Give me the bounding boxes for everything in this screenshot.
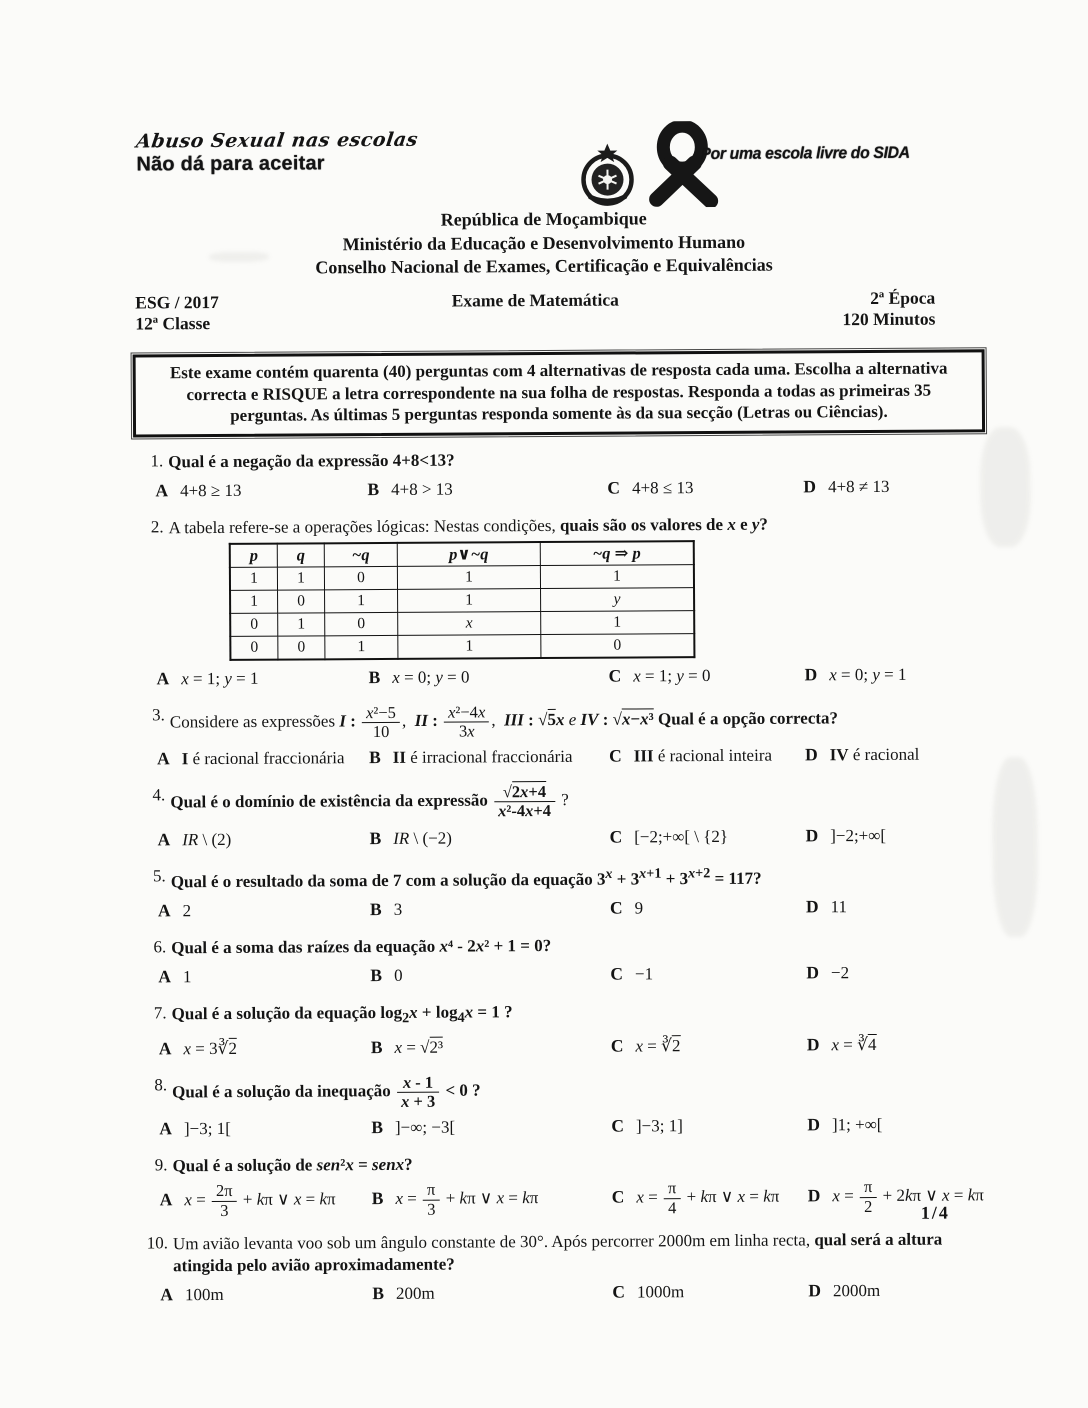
header-zone xyxy=(0,0,1088,348)
option-A xyxy=(155,477,367,503)
question xyxy=(136,933,988,990)
question xyxy=(133,446,985,503)
logic-table-cell: 1 xyxy=(325,589,398,612)
header-ministry: Ministério da Educação e Desenvolvimento Humano xyxy=(342,231,746,254)
question-options xyxy=(160,1277,990,1307)
option-letter: A xyxy=(157,900,171,921)
logic-table-cell: 0 xyxy=(278,589,325,612)
option-letter: B xyxy=(367,478,380,499)
question-number: 9. xyxy=(154,1155,168,1175)
option-letter: C xyxy=(609,897,623,919)
option-text: x = $\frac{2\pi}{3}$ + kπ ∨ x = kπ xyxy=(184,1181,336,1220)
option-text: IR \ (2) xyxy=(182,829,232,849)
logic-table-cell: 0 xyxy=(541,633,695,657)
question-options xyxy=(157,822,987,852)
option-C xyxy=(611,1032,807,1058)
option-B xyxy=(371,1033,611,1059)
question-stem: Qual é a solução de sen²x = senx? xyxy=(172,1155,413,1176)
question-line xyxy=(136,933,988,960)
question-options xyxy=(157,741,987,771)
question-stem: Qual é a soma das raízes da equação x⁴ - 2x² + 1 = 0? xyxy=(171,936,552,958)
option-letter: C xyxy=(607,477,621,498)
question-options xyxy=(155,473,985,503)
option-letter: A xyxy=(155,479,169,500)
option-D xyxy=(805,822,987,848)
logic-table-row xyxy=(230,587,694,613)
option-A xyxy=(160,1281,372,1307)
question xyxy=(138,1228,990,1307)
option-text: IV é racional xyxy=(829,744,920,765)
option-letter: D xyxy=(806,962,820,983)
logic-table-cell: 1 xyxy=(541,610,695,634)
question-number: 5. xyxy=(152,866,166,886)
option-C xyxy=(611,1113,807,1139)
slogan-text: Por uma escola livre do SIDA xyxy=(700,143,910,164)
question-number: 7. xyxy=(153,1003,167,1023)
question-options xyxy=(159,1031,989,1061)
option-text: ]1; +∞[ xyxy=(831,1115,883,1135)
logic-table-header: q xyxy=(277,543,324,567)
logic-table-header: ~q ⇒ p xyxy=(540,541,694,565)
option-text: 4+8 ≠ 13 xyxy=(827,476,890,496)
logic-table-cell: 1 xyxy=(230,567,278,590)
option-letter: B xyxy=(368,747,381,768)
option-text: x = 0; y = 1 xyxy=(829,664,907,684)
option-B xyxy=(368,663,608,689)
question-stem: Qual é a solução da equação $\log_2x + \log_4x = 1$ ? xyxy=(171,1002,513,1027)
option-text: ]−3; 1] xyxy=(635,1116,683,1136)
logic-table-cell: 0 xyxy=(230,613,278,636)
logic-table-cell: 1 xyxy=(230,590,278,613)
question-number: 3. xyxy=(151,704,165,724)
question-stem: Um avião levanta voo sob um ângulo constante de 30°. Após percorrer 2000m em linha recta, qual será a altura atingida pelo avião aproximadamente? xyxy=(172,1229,943,1276)
campaign-script-line: Abuso Sexual nas escolas xyxy=(134,128,420,153)
option-D xyxy=(805,741,987,767)
logic-table-cell: 0 xyxy=(278,635,325,659)
campaign-block xyxy=(136,129,418,177)
option-letter: B xyxy=(371,1117,384,1138)
option-text: x = 1; y = 0 xyxy=(633,665,711,685)
exam-title: Exame de Matemática xyxy=(451,289,619,311)
logic-table-header: p∨~q xyxy=(397,542,540,566)
option-letter: D xyxy=(804,663,818,684)
option-letter: D xyxy=(807,1184,821,1206)
option-letter: B xyxy=(369,827,382,848)
option-letter: D xyxy=(808,1280,822,1301)
question-options xyxy=(158,894,988,924)
option-text: 0 xyxy=(394,966,403,986)
option-text: 4+8 > 13 xyxy=(391,479,453,499)
option-C xyxy=(607,474,803,500)
question-line xyxy=(134,512,986,539)
page-number: 1/4 xyxy=(920,1202,950,1223)
option-D xyxy=(804,661,986,687)
option-B xyxy=(370,962,610,988)
option-D xyxy=(806,894,988,920)
question xyxy=(136,861,988,924)
exam-program: ESG / 2017 xyxy=(135,291,219,313)
question-stem: Qual é o resultado da soma de 7 com a solução da equação $3^x + 3^{x+1} + 3^{x+2} = 117$? xyxy=(170,865,762,892)
option-letter: C xyxy=(608,665,622,686)
option-text: 2 xyxy=(182,901,192,921)
question-stem: Qual é a solução da inequação $\frac{x - 1}{x + 3}$ < 0 ? xyxy=(172,1072,481,1111)
option-B xyxy=(367,475,607,501)
question-number: 4. xyxy=(152,785,166,805)
option-letter: A xyxy=(159,1188,173,1210)
option-text: x = 3∛2 xyxy=(183,1038,237,1059)
option-letter: A xyxy=(160,1284,174,1305)
government-header xyxy=(119,205,969,281)
option-A xyxy=(157,826,369,852)
option-letter: B xyxy=(371,1187,384,1208)
option-text: x = √2³ xyxy=(394,1037,444,1057)
logic-table-row xyxy=(230,564,694,590)
option-A xyxy=(158,897,370,923)
exam-grade: 12ª Classe xyxy=(135,313,211,334)
question xyxy=(135,780,987,852)
option-text: IR \ (−2) xyxy=(393,828,452,848)
option-text: x = ∛2 xyxy=(635,1035,681,1056)
option-A xyxy=(157,745,369,771)
instruction-box: Este exame contém quarenta (40) perguntas com 4 alternativas de resposta cada uma. Escolha a alternativa correcta e RISQUE a letra correspondente na sua folha de respostas. Responda a todas as primeiras 35 perguntas. As últimas 5 perguntas responda somente às da sua secção (Letras ou Ciências). xyxy=(133,349,985,437)
option-text: 100m xyxy=(184,1285,224,1305)
logic-table xyxy=(229,540,696,661)
option-text: 1000m xyxy=(636,1282,685,1302)
logic-table-header: ~q xyxy=(324,542,397,566)
scan-smudge xyxy=(992,757,1038,937)
question-options xyxy=(158,960,988,990)
logic-table-cell: 0 xyxy=(324,566,397,589)
question-number: 2. xyxy=(150,516,164,536)
logic-table-cell: 1 xyxy=(278,612,325,635)
question-line xyxy=(137,1151,989,1178)
option-letter: D xyxy=(807,1114,820,1135)
option-C xyxy=(608,662,804,688)
option-letter: B xyxy=(368,666,381,687)
option-text: [−2;+∞[ \ {2} xyxy=(634,826,729,847)
question-line xyxy=(136,861,988,894)
option-letter: C xyxy=(611,1186,625,1207)
option-letter: B xyxy=(372,1283,385,1304)
logic-table-cell: 1 xyxy=(398,634,541,658)
option-B xyxy=(369,744,609,770)
option-letter: A xyxy=(158,1038,172,1059)
option-letter: D xyxy=(804,744,818,765)
option-text: x = $\frac{\pi}{3}$ + kπ ∨ x = kπ xyxy=(395,1180,539,1219)
option-B xyxy=(372,1280,612,1306)
logic-table-cell: 1 xyxy=(325,635,398,659)
question xyxy=(137,999,989,1062)
option-text: 1 xyxy=(182,967,192,987)
option-D xyxy=(807,1112,989,1138)
question-line xyxy=(137,1070,989,1112)
logic-table-header: p xyxy=(230,543,278,567)
question-list xyxy=(133,446,990,1308)
exam-duration: 120 Minutos xyxy=(842,308,936,330)
header-council: Conselho Nacional de Exames, Certificação e Equivalências xyxy=(315,254,773,278)
option-text: 9 xyxy=(634,898,644,918)
option-A xyxy=(159,1035,371,1061)
exam-epoch: 2ª Época xyxy=(870,287,936,309)
option-text: 2000m xyxy=(832,1281,881,1301)
question-line xyxy=(133,446,985,473)
logic-table-cell: x xyxy=(398,611,541,635)
option-letter: A xyxy=(156,667,170,688)
logic-table-row xyxy=(230,610,694,636)
option-D xyxy=(808,1277,990,1303)
question-line xyxy=(135,700,987,742)
option-text: −2 xyxy=(830,963,850,983)
question-stem: Qual é a negação da expressão 4+8<13? xyxy=(168,450,455,471)
question-number: 1. xyxy=(150,450,164,470)
exam-info-row xyxy=(135,288,935,335)
option-text: −1 xyxy=(634,964,654,984)
campaign-bold-line: Não dá para aceitar xyxy=(136,152,325,176)
logic-table-cell: 1 xyxy=(398,588,541,612)
option-D xyxy=(806,960,988,986)
option-text: 11 xyxy=(830,897,848,917)
option-B xyxy=(371,1114,611,1140)
option-letter: A xyxy=(159,1118,173,1139)
scan-smudge xyxy=(209,252,269,262)
option-letter: D xyxy=(806,1034,820,1055)
option-C xyxy=(609,743,805,769)
question-number: 8. xyxy=(154,1075,168,1095)
question-stem: A tabela refere-se a operações lógicas: Nestas condições, quais são os valores de x e y? xyxy=(168,514,768,537)
logic-table-cell: 1 xyxy=(397,565,540,589)
header-country: República de Moçambique xyxy=(440,208,647,230)
option-text: x = ∛4 xyxy=(831,1034,877,1055)
option-text: ]−3; 1[ xyxy=(183,1119,231,1139)
option-C xyxy=(610,895,806,921)
question-options xyxy=(159,1112,989,1142)
option-letter: C xyxy=(610,963,624,985)
option-text: x = $\frac{\pi}{2}$ + 2kπ ∨ x = kπ xyxy=(832,1177,984,1216)
option-letter: B xyxy=(370,965,383,986)
option-D xyxy=(807,1031,989,1057)
logic-table-cell: 1 xyxy=(540,564,694,588)
option-letter: A xyxy=(158,966,172,987)
option-letter: A xyxy=(157,829,171,850)
option-text: x = 0; y = 0 xyxy=(392,666,470,687)
mozambique-emblem-icon xyxy=(576,141,638,212)
option-letter: D xyxy=(805,896,819,917)
logic-table-cell: 1 xyxy=(277,566,324,589)
logic-table-slot xyxy=(229,538,987,661)
option-letter: B xyxy=(369,899,382,920)
option-text: 3 xyxy=(393,900,403,920)
option-text: II é irracional fraccionária xyxy=(392,746,573,768)
question xyxy=(134,512,987,691)
option-D xyxy=(803,473,985,499)
option-text: 4+8 ≥ 13 xyxy=(179,480,242,500)
question-options xyxy=(156,661,986,691)
option-text: 4+8 ≤ 13 xyxy=(631,477,694,497)
option-text: ]−∞; −3[ xyxy=(394,1117,456,1138)
question-line xyxy=(137,999,989,1032)
option-C xyxy=(610,961,806,987)
body-zone xyxy=(133,349,991,1307)
option-letter: B xyxy=(370,1036,383,1057)
option-letter: D xyxy=(805,825,819,846)
question-number: 10. xyxy=(146,1233,169,1253)
logic-table-cell: 0 xyxy=(230,636,278,660)
option-letter: C xyxy=(608,745,622,766)
option-text: I é racional fraccionária xyxy=(181,748,345,769)
question-line xyxy=(138,1228,990,1277)
logic-table-cell: 0 xyxy=(325,612,398,635)
question xyxy=(135,700,987,772)
option-text: ]−2;+∞[ xyxy=(830,825,887,846)
option-text: x = $\frac{\pi}{4}$ + kπ ∨ x = kπ xyxy=(636,1178,780,1217)
option-text: 200m xyxy=(395,1283,435,1303)
option-letter: C xyxy=(612,1281,626,1302)
option-B xyxy=(369,824,609,850)
option-text: III é racional inteira xyxy=(633,745,773,766)
logic-table-row xyxy=(230,633,694,659)
option-A xyxy=(158,963,370,989)
option-B xyxy=(370,896,610,922)
question-number: 6. xyxy=(153,937,167,957)
question xyxy=(137,1070,989,1142)
option-A xyxy=(156,665,368,691)
option-text: x = 1; y = 1 xyxy=(181,668,259,688)
option-letter: A xyxy=(156,748,170,769)
logic-table-cell: y xyxy=(541,587,695,611)
option-letter: C xyxy=(610,1035,624,1056)
question-line xyxy=(135,780,987,822)
option-letter: D xyxy=(803,475,817,496)
option-C xyxy=(612,1278,808,1304)
scan-smudge xyxy=(980,427,1031,547)
option-letter: C xyxy=(609,826,623,847)
option-letter: C xyxy=(611,1115,625,1137)
question-stem: Qual é o domínio de existência da expressão $\frac{√2x+4}{\text{x²-4x+4}}$ ? xyxy=(170,782,569,821)
question-stem: Considere as expressões I : $\frac{\text{x²−5}}{10}$ , II : $\frac{\text{x²−4x}}{3x}$ , III : √5x e IV : √x−x³ Qual é a opção correcta? xyxy=(169,701,839,741)
exam-info-right xyxy=(705,288,935,331)
option-C xyxy=(609,823,805,849)
option-A xyxy=(159,1115,371,1141)
aids-ribbon-icon xyxy=(634,121,755,213)
exam-info-left xyxy=(135,291,365,334)
